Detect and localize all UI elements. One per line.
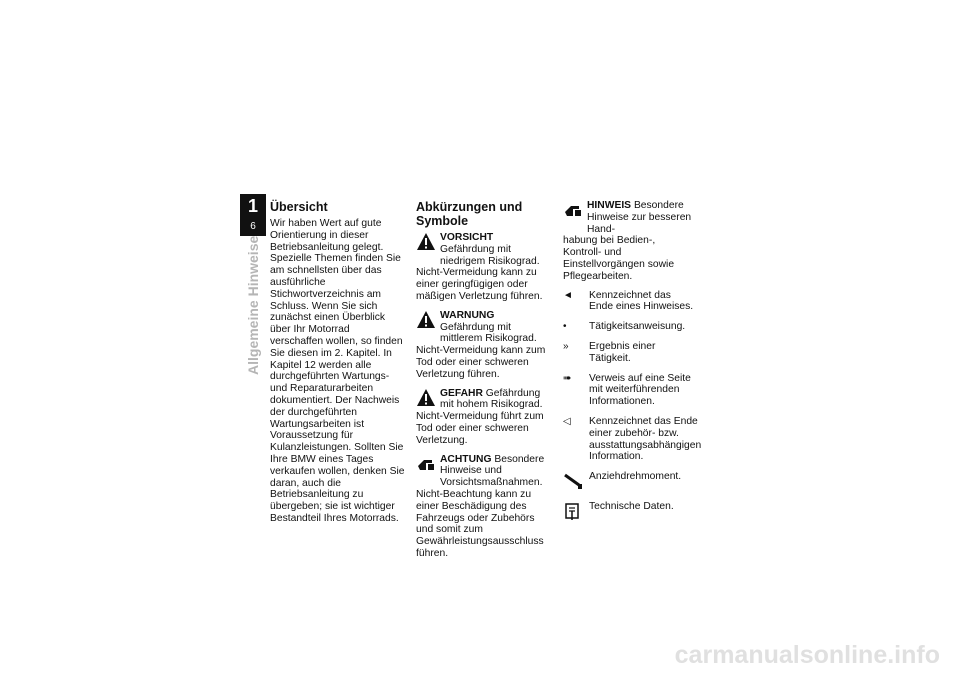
attention-label: ACHTUNG — [440, 453, 492, 465]
hand-notice-icon — [563, 200, 583, 220]
arrow-reference-icon: ➠ — [563, 372, 572, 384]
torque-text: Anziehdrehmoment. — [589, 471, 682, 483]
hint-block — [563, 200, 695, 283]
chapter-number: 1 — [240, 194, 266, 220]
warning-block — [416, 310, 548, 381]
symbol-text: Kennzeichnet das Ende einer zubehör- bzw. ausstattungsabhängigen Information. — [589, 415, 702, 463]
warning-inline: Gefährdung mit mittlerem Risikograd. — [440, 321, 537, 345]
symbol-text: Ergebnis einer Tätigkeit. — [589, 340, 656, 364]
overview-title: Übersicht — [270, 200, 328, 214]
caution-text: Nicht-Vermeidung kann zu einer geringfügigen oder mäßigen Verletzung führen. — [416, 267, 543, 302]
end-marker-icon: ◄ — [563, 289, 573, 301]
symbol-row — [563, 290, 695, 314]
symbol-text: Verweis auf eine Seite mit weiterführenden Informationen. — [589, 372, 691, 408]
attention-text: Nicht-Beachtung kann zu einer Beschädigung des Fahrzeugs oder Zubehörs und somit zum Gewährleistungsausschluss führen. — [416, 488, 544, 559]
result-icon: » — [563, 340, 569, 352]
accessory-end-icon: ◁ — [563, 415, 571, 427]
warning-triangle-icon — [416, 388, 436, 408]
symbol-row — [563, 373, 695, 408]
hand-notice-icon — [416, 454, 436, 474]
abbreviations-section — [416, 200, 548, 567]
danger-text: Nicht-Vermeidung führt zum Tod oder einer schweren Verletzung. — [416, 411, 544, 446]
warning-text: Nicht-Vermeidung kann zum Tod oder einer schweren Verletzung führen. — [416, 345, 546, 380]
bullet-icon: • — [563, 321, 567, 333]
hint-label: HINWEIS — [587, 200, 632, 211]
danger-inline: Gefährdung mit hohem Risikograd. — [440, 387, 543, 411]
symbol-row — [563, 341, 695, 365]
torque-row — [563, 471, 695, 493]
symbols-section — [563, 200, 702, 531]
overview-text: Wir haben Wert auf gute Orientierung in dieser Betriebsanleitung gelegt. Spezielle Themen finden Sie am schnellsten über das ausführliche Stichwortverzeichnis am Schluss. Wenn Sie sich zunächst einen Überblick über Ihr Motorrad verschaffen wollen, so finden Sie diesen im 2. Kapitel. In Kapitel 12 werden alle durchgeführten Wartungs- und Reparaturarbeiten dokumentiert. Der Nachweis der durchgeführten Wartungsarbeiten ist Voraussetzung für Kulanzleistungen. Sollten Sie Ihre BMW eines Tages verkaufen wollen, denken Sie daran, auch die Betriebsanleitung zu übergeben; sie ist wichtiger Bestandteil Ihres Motorrads. — [270, 218, 405, 524]
watermark: carmanualsonline.info — [674, 641, 940, 669]
chapter-title-vertical: Allgemeine Hinweise — [245, 235, 261, 375]
technical-data-icon — [563, 501, 589, 523]
symbol-row — [563, 321, 695, 333]
caution-inline: Gefährdung mit niedrigem Risikograd. — [440, 243, 540, 267]
warning-triangle-icon — [416, 310, 436, 330]
page-number: 6 — [240, 218, 266, 236]
attention-block — [416, 454, 548, 560]
overview-section — [270, 200, 405, 525]
abbreviations-title: Abkürzungen und Symbole — [416, 200, 523, 228]
chapter-sidebar — [240, 194, 266, 414]
torque-wrench-icon — [563, 471, 589, 493]
symbol-row — [563, 415, 702, 463]
hint-text: habung bei Bedien-, Kontroll- und Einstellvorgängen sowie Pflegearbeiten. — [563, 235, 675, 282]
symbol-text: Kennzeichnet das Ende eines Hinweises. — [589, 289, 694, 313]
warning-triangle-icon — [416, 232, 436, 252]
warning-label: WARNUNG — [440, 309, 495, 321]
danger-label: GEFAHR — [440, 387, 483, 399]
danger-block — [416, 388, 548, 447]
symbol-text: Tätigkeitsanweisung. — [589, 321, 686, 333]
techdata-text: Technische Daten. — [589, 501, 674, 513]
hint-inline: Besondere Hinweise zur besseren Hand- — [587, 200, 692, 235]
techdata-row — [563, 501, 695, 523]
attention-inline: Besondere Hinweise und Vorsichtsmaßnahmen. — [440, 453, 545, 489]
caution-block — [416, 232, 548, 303]
caution-label: VORSICHT — [440, 232, 494, 243]
